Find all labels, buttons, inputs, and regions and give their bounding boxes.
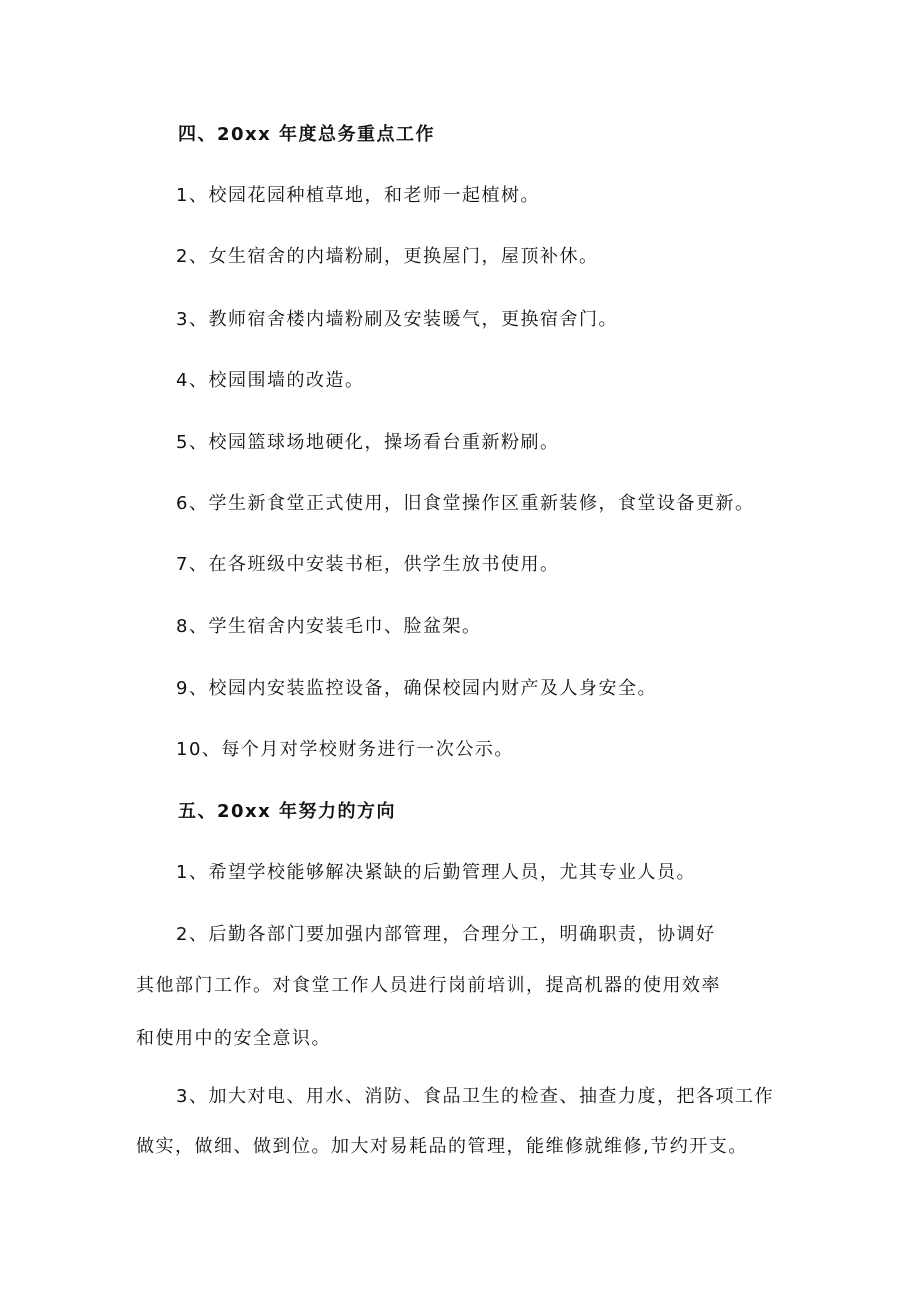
section-5-item-2-line-3: 和使用中的安全意识。 xyxy=(136,1028,331,1049)
section-4-item-8: 8、学生宿舍内安装毛巾、脸盆架。 xyxy=(176,616,482,637)
section-5-item-2-line-1: 2、后勤各部门要加强内部管理，合理分工，明确职责，协调好 xyxy=(176,924,716,945)
section-4-item-3: 3、教师宿舍楼内墙粉刷及安装暖气，更换宿舍门。 xyxy=(176,309,618,330)
section-4-item-5: 5、校园篮球场地硬化，操场看台重新粉刷。 xyxy=(176,432,560,453)
section-4-item-1: 1、校园花园种植草地，和老师一起植树。 xyxy=(176,185,540,206)
section-4-item-2: 2、女生宿舍的内墙粉刷，更换屋门，屋顶补休。 xyxy=(176,246,599,267)
section-4-heading: 四、20xx 年度总务重点工作 xyxy=(178,124,436,145)
section-4-item-4: 4、校园围墙的改造。 xyxy=(176,370,365,391)
section-4-item-7: 7、在各班级中安装书柜，供学生放书使用。 xyxy=(176,554,560,575)
section-4-item-10: 10、每个月对学校财务进行一次公示。 xyxy=(176,739,514,760)
section-4-item-6: 6、学生新食堂正式使用，旧食堂操作区重新装修，食堂设备更新。 xyxy=(176,493,755,514)
section-5-heading: 五、20xx 年努力的方向 xyxy=(178,801,397,822)
section-5-item-2-line-2: 其他部门工作。对食堂工作人员进行岗前培训，提高机器的使用效率 xyxy=(136,975,721,996)
section-5-item-1: 1、希望学校能够解决紧缺的后勤管理人员，尤其专业人员。 xyxy=(176,862,696,883)
section-5-item-3-line-2: 做实，做细、做到位。加大对易耗品的管理，能维修就维修,节约开支。 xyxy=(136,1136,748,1157)
section-4-item-9: 9、校园内安装监控设备，确保校园内财产及人身安全。 xyxy=(176,678,657,699)
section-5-item-3-line-1: 3、加大对电、用水、消防、食品卫生的检查、抽查力度，把各项工作 xyxy=(176,1086,774,1107)
